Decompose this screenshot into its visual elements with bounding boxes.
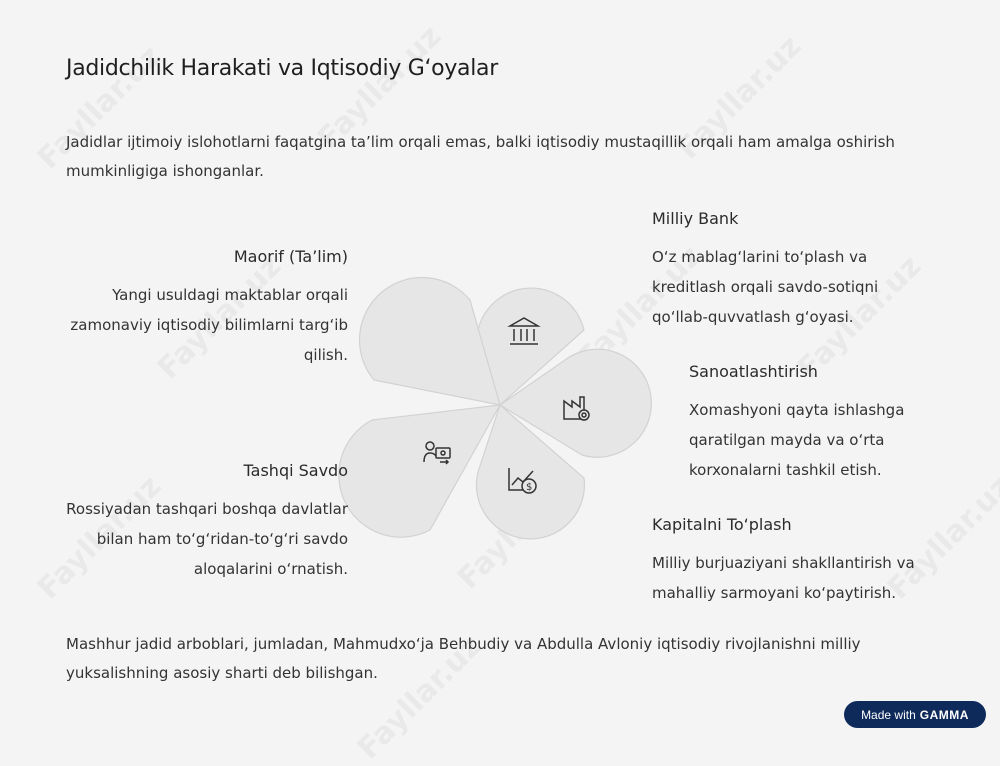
item-heading: Maorif (Ta’lim) xyxy=(233,247,348,266)
item-description: Xomashyoni qayta ishlashga qaratilgan mayda va o‘rta korxonalarni tashkil etish. xyxy=(689,401,905,479)
item-milliy-bank xyxy=(652,209,932,332)
item-description: Rossiyadan tashqari boshqa davlatlar bilan ham to‘g‘ridan-to‘g‘ri savdo aloqalarini o‘rnatish. xyxy=(66,500,348,578)
made-with-gamma-badge[interactable] xyxy=(844,701,986,728)
item-maorif xyxy=(66,247,348,370)
petal-bottom-left xyxy=(339,405,500,537)
petal-top-left xyxy=(360,278,500,405)
conclusion-paragraph: Mashhur jadid arboblari, jumladan, Mahmudxo‘ja Behbudiy va Abdulla Avloniy iqtisodiy rivojlanishni milliy yuksalishning asosiy sharti deb bilishgan. xyxy=(66,635,861,682)
svg-text:$: $ xyxy=(526,482,533,493)
badge-brand: GAMMA xyxy=(919,707,969,722)
item-description: Yangi usuldagi maktablar orqali zamonaviy iqtisodiy bilimlarni targ‘ib qilish. xyxy=(70,286,348,364)
item-heading: Sanoatlashtirish xyxy=(689,362,818,381)
badge-prefix: Made with xyxy=(861,707,916,722)
item-sanoatlashtirish xyxy=(689,362,919,485)
item-heading: Tashqi Savdo xyxy=(243,461,348,480)
item-description: Milliy burjuaziyani shakllantirish va mahalliy sarmoyani ko‘paytirish. xyxy=(652,554,915,602)
item-kapitalni-toplash xyxy=(652,515,932,608)
item-tashqi-savdo xyxy=(66,461,348,584)
intro-paragraph: Jadidlar ijtimoiy islohotlarni faqatgina ta’lim orqali emas, balki iqtisodiy mustaqillik orqali ham amalga oshirish mumkinligiga ishonganlar. xyxy=(66,133,895,180)
item-heading: Milliy Bank xyxy=(652,209,739,228)
page-title: Jadidchilik Harakati va Iqtisodiy G‘oyalar xyxy=(66,56,498,81)
item-heading: Kapitalni To‘plash xyxy=(652,515,792,534)
item-description: O‘z mablag‘larini to‘plash va kreditlash orqali savdo-sotiqni qo‘llab-quvvatlash g‘oyasi. xyxy=(652,248,879,326)
